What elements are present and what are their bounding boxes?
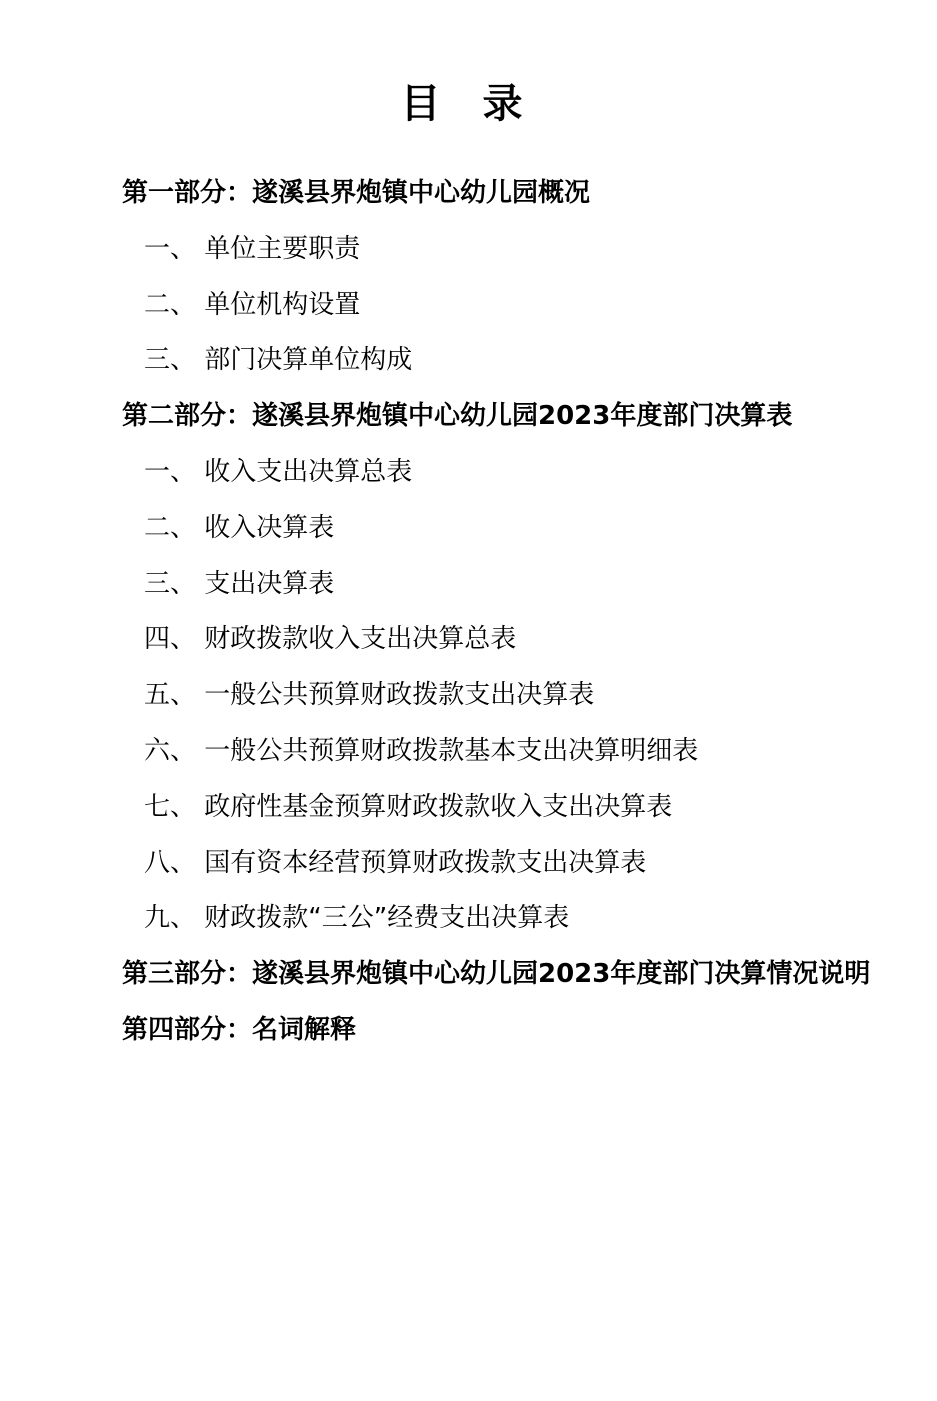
toc-entry-item-2-2[interactable]: 二、 收入决算表 [144,512,335,543]
toc-entry-item-1-2[interactable]: 二、 单位机构设置 [144,289,361,320]
toc-entry-part-2[interactable]: 第二部分：遂溪县界炮镇中心幼儿园2023年度部门决算表 [122,401,793,432]
toc-entry-item-2-4[interactable]: 四、 财政拨款收入支出决算总表 [144,624,517,655]
toc-entry-item-1-3[interactable]: 三、 部门决算单位构成 [144,345,413,376]
toc-entry-part-3[interactable]: 第三部分：遂溪县界炮镇中心幼儿园2023年度部门决算情况说明 [122,959,871,990]
toc-entry-part-1[interactable]: 第一部分：遂溪县界炮镇中心幼儿园概况 [122,178,591,208]
toc-entry-item-2-7[interactable]: 七、 政府性基金预算财政拨款收入支出决算表 [144,791,673,822]
toc-entry-item-1-1[interactable]: 一、 单位主要职责 [144,233,361,264]
toc-entry-item-2-6[interactable]: 六、 一般公共预算财政拨款基本支出决算明细表 [144,735,699,766]
document-page [0,72,937,1401]
toc-entry-item-2-9[interactable]: 九、 财政拨款“三公”经费支出决算表 [144,903,570,934]
table-of-contents [0,177,937,1048]
toc-entry-item-2-8[interactable]: 八、 国有资本经营预算财政拨款支出决算表 [144,847,647,878]
toc-entry-part-4[interactable]: 第四部分：名词解释 [122,1014,357,1045]
toc-entry-item-2-5[interactable]: 五、 一般公共预算财政拨款支出决算表 [144,680,595,711]
toc-entry-item-2-1[interactable]: 一、 收入支出决算总表 [144,456,413,487]
page-title: 目 录 [400,81,537,127]
toc-entry-item-2-3[interactable]: 三、 支出决算表 [144,568,335,599]
